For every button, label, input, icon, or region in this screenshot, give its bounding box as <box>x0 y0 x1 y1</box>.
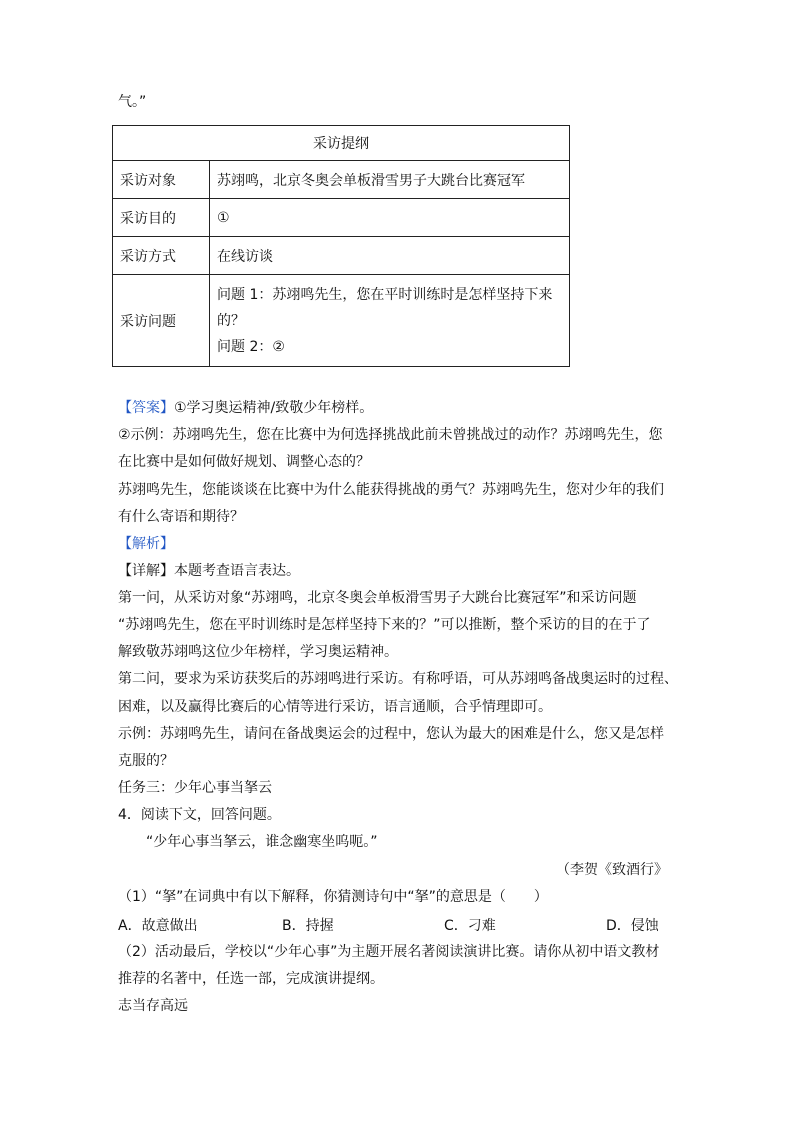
poem-source: （李贺《致酒行》 <box>556 862 668 878</box>
analysis-p2b: 困难，以及赢得比赛后的心情等进行采访，语言通顺，合乎情理即可。 <box>118 699 552 715</box>
option-a: A．故意做出 <box>118 918 198 934</box>
question-line: 问题 2：② <box>217 338 285 355</box>
row-value: ① <box>210 199 570 237</box>
question-line: 问题 1：苏翊鸣先生，您在平时训练时是怎样坚持下来 <box>217 286 553 303</box>
answer-line-2: ②示例：苏翊鸣先生，您在比赛中为何选择挑战此前未曾挑战过的动作？苏翊鸣先生，您 <box>118 427 663 443</box>
table-title: 采访提纲 <box>113 126 570 161</box>
answer-line-4: 苏翊鸣先生，您能谈谈在比赛中为什么能获得挑战的勇气？苏翊鸣先生，您对少年的我们 <box>118 482 664 498</box>
table-row <box>113 199 570 237</box>
task3-heading: 任务三：少年心事当拏云 <box>118 780 272 796</box>
analysis-tag: 【解析】 <box>118 536 174 552</box>
table-title-row <box>113 126 570 161</box>
options-row <box>118 915 678 935</box>
answer-text: ①学习奥运精神/致敬少年榜样。 <box>174 400 374 416</box>
sub-question-1: （1）“拏”在词典中有以下解释，你猜测诗句中“拏”的意思是（ ） <box>118 889 548 905</box>
answer-line-1 <box>118 398 373 418</box>
option-d: D．侵蚀 <box>606 918 659 934</box>
question-4: 4．阅读下文，回答问题。 <box>118 807 281 823</box>
question-line: 的？ <box>217 312 245 329</box>
poem-quote: “少年心事当拏云，谁念幽寒坐呜呃。” <box>146 834 378 850</box>
detail-line: 【详解】本题考查语言表达。 <box>118 563 300 579</box>
analysis-p1a: 第一问，从采访对象“苏翊鸣，北京冬奥会单板滑雪男子大跳台比赛冠军”和采访问题 <box>118 590 637 606</box>
top-fragment: 气。” <box>118 94 147 110</box>
option-c: C．刁难 <box>444 918 496 934</box>
analysis-p2a: 第二问，要求为采访获奖后的苏翊鸣进行采访。有称呼语，可从苏翊鸣备战奥运时的过程、 <box>118 671 678 687</box>
sub-question-2a: （2）活动最后，学校以“少年心事”为主题开展名著阅读演讲比赛。请你从初中语文教材 <box>118 944 660 960</box>
analysis-p1b: “苏翊鸣先生，您在平时训练时是怎样坚持下来的？”可以推断，整个采访的目的在于了 <box>118 617 651 633</box>
row-label: 采访目的 <box>113 199 210 237</box>
table-row <box>113 275 570 367</box>
analysis-p3b: 克服的？ <box>118 753 174 769</box>
sub-question-2b: 推荐的名著中，任选一部，完成演讲提纲。 <box>118 971 384 987</box>
answer-tag: 【答案】 <box>118 400 174 416</box>
interview-outline-table <box>112 125 570 367</box>
answer-line-5: 有什么寄语和期待？ <box>118 509 244 525</box>
answer-line-3: 在比赛中是如何做好规划、调整心态的？ <box>118 454 370 470</box>
table-row <box>113 237 570 275</box>
row-label: 采访对象 <box>113 161 210 199</box>
row-value <box>210 275 570 367</box>
analysis-p3a: 示例：苏翊鸣先生，请问在备战奥运会的过程中，您认为最大的困难是什么，您又是怎样 <box>118 726 664 742</box>
table-row <box>113 161 570 199</box>
analysis-p1c: 解致敬苏翊鸣这位少年榜样，学习奥运精神。 <box>118 644 398 660</box>
outline-heading: 志当存高远 <box>118 998 188 1014</box>
row-label: 采访问题 <box>113 275 210 367</box>
option-b: B．持握 <box>282 918 334 934</box>
row-value: 在线访谈 <box>210 237 570 275</box>
row-value: 苏翊鸣，北京冬奥会单板滑雪男子大跳台比赛冠军 <box>210 161 570 199</box>
row-label: 采访方式 <box>113 237 210 275</box>
